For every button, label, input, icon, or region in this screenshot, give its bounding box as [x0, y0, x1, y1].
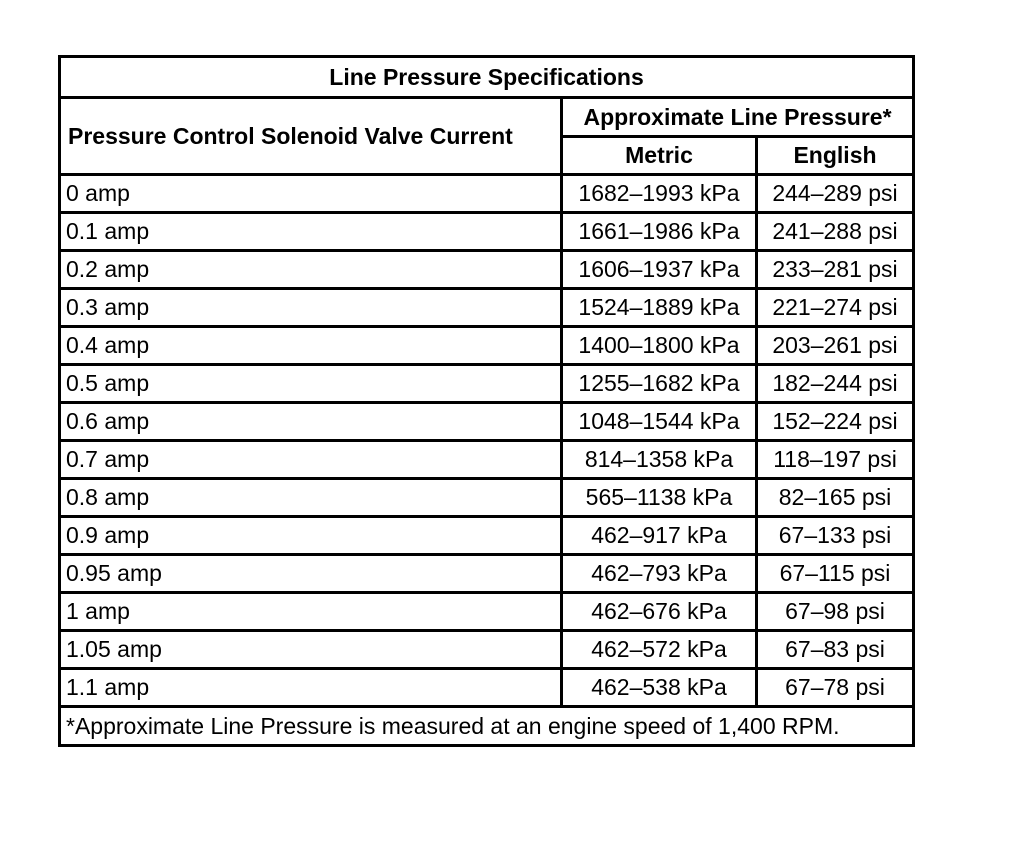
english-cell: 67–78 psi [757, 669, 914, 707]
current-cell: 1 amp [60, 593, 562, 631]
english-cell: 82–165 psi [757, 479, 914, 517]
table-row [60, 479, 914, 517]
current-cell: 1.05 amp [60, 631, 562, 669]
current-cell: 0.4 amp [60, 327, 562, 365]
metric-cell: 565–1138 kPa [562, 479, 757, 517]
table-row [60, 593, 914, 631]
table-row [60, 289, 914, 327]
current-cell: 0.7 amp [60, 441, 562, 479]
table-row [60, 403, 914, 441]
metric-cell: 462–793 kPa [562, 555, 757, 593]
table-row [60, 517, 914, 555]
english-cell: 152–224 psi [757, 403, 914, 441]
english-header: English [757, 137, 914, 175]
current-cell: 0.8 amp [60, 479, 562, 517]
table-row [60, 251, 914, 289]
current-cell: 0.9 amp [60, 517, 562, 555]
metric-cell: 1255–1682 kPa [562, 365, 757, 403]
table-title-row [60, 57, 914, 98]
english-cell: 233–281 psi [757, 251, 914, 289]
line-pressure-table [58, 55, 915, 747]
english-cell: 221–274 psi [757, 289, 914, 327]
table-row [60, 669, 914, 707]
solenoid-current-header: Pressure Control Solenoid Valve Current [60, 98, 562, 175]
metric-cell: 1661–1986 kPa [562, 213, 757, 251]
table-row [60, 555, 914, 593]
table-title: Line Pressure Specifications [60, 57, 914, 98]
current-cell: 0 amp [60, 175, 562, 213]
current-cell: 0.95 amp [60, 555, 562, 593]
table-row [60, 441, 914, 479]
metric-cell: 462–917 kPa [562, 517, 757, 555]
table-row [60, 213, 914, 251]
current-cell: 1.1 amp [60, 669, 562, 707]
table-row [60, 175, 914, 213]
header-row-1 [60, 98, 914, 137]
footnote-row [60, 707, 914, 746]
english-cell: 67–98 psi [757, 593, 914, 631]
current-cell: 0.3 amp [60, 289, 562, 327]
table-row [60, 327, 914, 365]
current-cell: 0.5 amp [60, 365, 562, 403]
metric-cell: 462–538 kPa [562, 669, 757, 707]
approx-pressure-header: Approximate Line Pressure* [562, 98, 914, 137]
english-cell: 67–83 psi [757, 631, 914, 669]
footnote: *Approximate Line Pressure is measured at an engine speed of 1,400 RPM. [60, 707, 914, 746]
current-cell: 0.1 amp [60, 213, 562, 251]
english-cell: 241–288 psi [757, 213, 914, 251]
metric-cell: 1682–1993 kPa [562, 175, 757, 213]
english-cell: 67–115 psi [757, 555, 914, 593]
table-row [60, 631, 914, 669]
english-cell: 118–197 psi [757, 441, 914, 479]
english-cell: 67–133 psi [757, 517, 914, 555]
metric-cell: 1048–1544 kPa [562, 403, 757, 441]
metric-cell: 1524–1889 kPa [562, 289, 757, 327]
table-body [60, 175, 914, 707]
metric-header: Metric [562, 137, 757, 175]
metric-cell: 462–572 kPa [562, 631, 757, 669]
metric-cell: 1606–1937 kPa [562, 251, 757, 289]
current-cell: 0.6 amp [60, 403, 562, 441]
english-cell: 244–289 psi [757, 175, 914, 213]
current-cell: 0.2 amp [60, 251, 562, 289]
table-row [60, 365, 914, 403]
metric-cell: 1400–1800 kPa [562, 327, 757, 365]
english-cell: 182–244 psi [757, 365, 914, 403]
metric-cell: 814–1358 kPa [562, 441, 757, 479]
english-cell: 203–261 psi [757, 327, 914, 365]
metric-cell: 462–676 kPa [562, 593, 757, 631]
